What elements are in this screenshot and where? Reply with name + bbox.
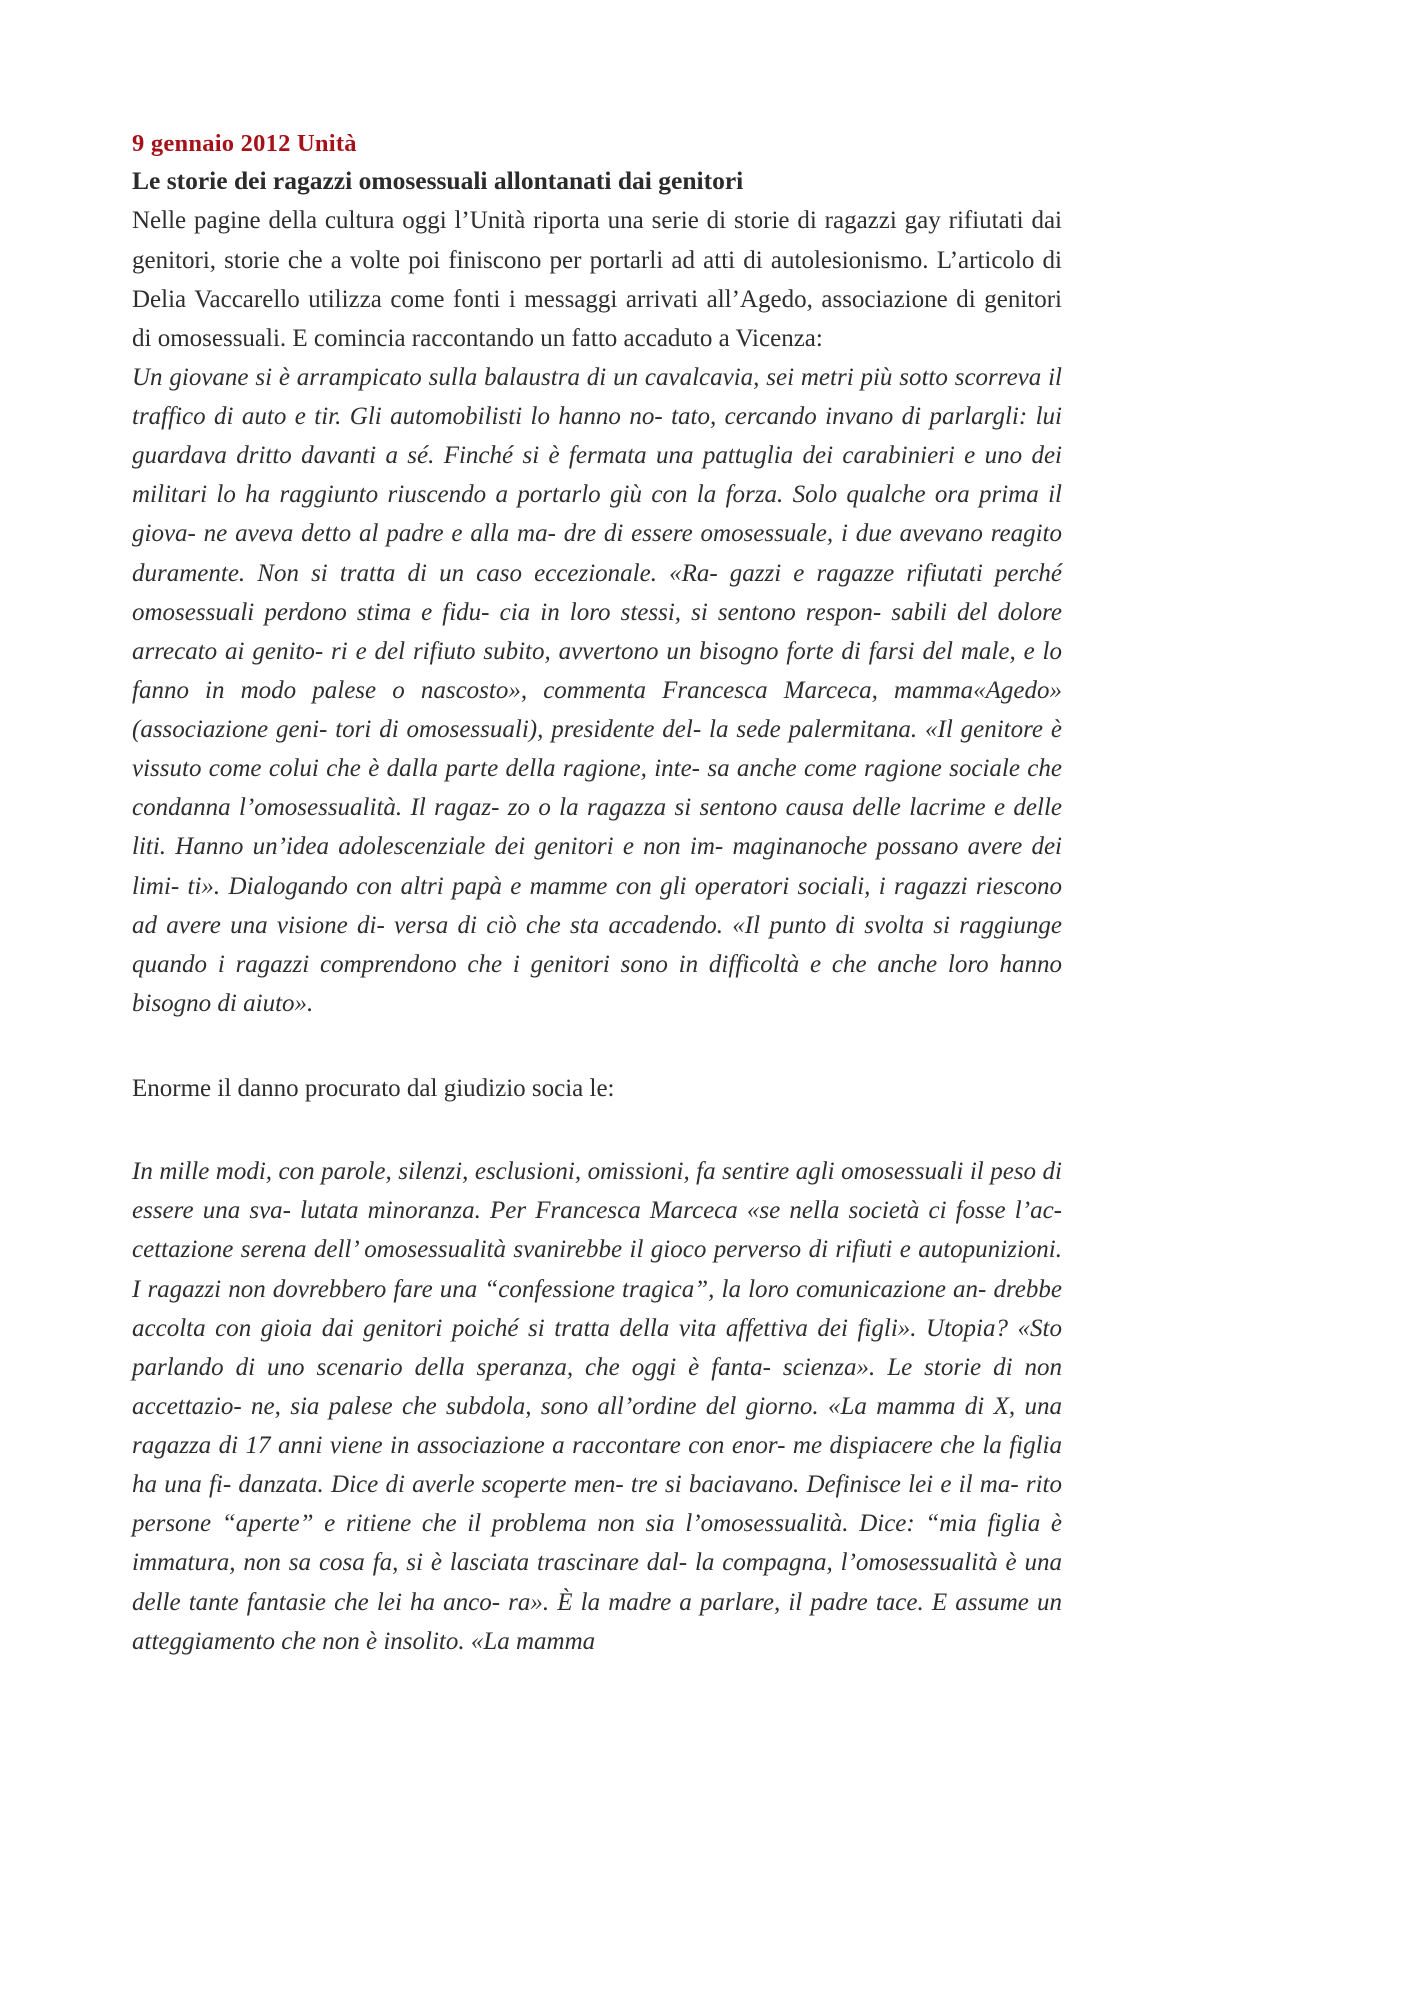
intro-paragraph: Nelle pagine della cultura oggi l’Unità riporta una serie di storie di ragazzi gay rifiutati dai genitori, storie che a volte poi finiscono per portarli ad atti di autolesionismo. L’articolo di Delia Vaccarello utilizza come fonti i messaggi arrivati all’Agedo, associazione di genitori di omosessuali. E comincia raccontando un fatto accaduto a Vicenza: <box>132 207 1062 352</box>
document-content-column <box>132 128 1062 1661</box>
paragraph-spacer-2 <box>132 1108 1062 1152</box>
quote-block-first: Un giovane si è arrampicato sulla balaustra di un cavalcavia, sei metri più sotto scorreva il traffico di auto e tir. Gli automobilisti lo hanno no- tato, cercando invano di parlargli: lui guardava dritto davanti a sé. Finché si è fermata una pattuglia dei carabinieri e uno dei militari lo ha raggiunto riuscendo a portarlo giù con la forza. Solo qualche ora prima il giova- ne aveva detto al padre e alla ma- dre di essere omosessuale, i due avevano reagito duramente. Non si tratta di un caso eccezionale. «Ra- gazzi e ragazze rifiutati perché omosessuali perdono stima e fidu- cia in loro stessi, si sentono respon- sabili del dolore arrecato ai genito- ri e del rifiuto subito, avvertono un bisogno forte di farsi del male, e lo fanno in modo palese o nascosto», commenta Francesca Marceca, mamma«Agedo» (associazione geni- tori di omosessuali), presidente del- la sede palermitana. «Il genitore è vissuto come colui che è dalla parte della ragione, inte- sa anche come ragione sociale che condanna l’omosessualità. Il ragaz- zo o la ragazza si sentono causa delle lacrime e delle liti. Hanno un’idea adolescenziale dei genitori e non im- maginanoche possano avere dei limi- ti». Dialogando con altri papà e mamme con gli operatori sociali, i ragazzi riescono ad avere una visione di- versa di ciò che sta accadendo. «Il punto di svolta si raggiunge quando i ragazzi comprendono che i genitori sono in difficoltà e che anche loro hanno bisogno di aiuto». <box>132 363 1062 1017</box>
quote-block-second: In mille modi, con parole, silenzi, esclusioni, omissioni, fa sentire agli omosessuali il peso di essere una sva- lutata minoranza. Per Francesca Marceca «se nella società ci fosse l’ac- cettazione serena dell’ omosessualità svanirebbe il gioco perverso di rifiuti e autopunizioni. I ragazzi non dovrebbero fare una “confessione tragica”, la loro comunicazione an- drebbe accolta con gioia dai genitori poiché si tratta della vita affettiva dei figli». Utopia? «Sto parlando di uno scenario della speranza, che oggi è fanta- scienza». Le storie di non accettazio- ne, sia palese che subdola, sono all’ordine del giorno. «La mamma di X, una ragazza di 17 anni viene in associazione a raccontare con enor- me dispiacere che la figlia ha una fi- danzata. Dice di averle scoperte men- tre si baciavano. Definisce lei e il ma- rito persone “aperte” e ritiene che il problema non sia l’omosessualità. Dice: “mia figlia è immatura, non sa cosa fa, si è lasciata trascinare dal- la compagna, l’omosessualità è una delle tante fantasie che lei ha anco- ra». È la madre a parlare, il padre tace. E assume un atteggiamento che non è insolito. «La mamma <box>132 1158 1062 1655</box>
paragraph-spacer-1 <box>132 1023 1062 1069</box>
source-date-line: 9 gennaio 2012 Unità <box>132 130 357 157</box>
bridge-paragraph: Enorme il danno procurato dal giudizio socia le: <box>132 1075 615 1103</box>
page-title: Le storie dei ragazzi omosessuali allontanati dai genitori <box>132 166 744 196</box>
